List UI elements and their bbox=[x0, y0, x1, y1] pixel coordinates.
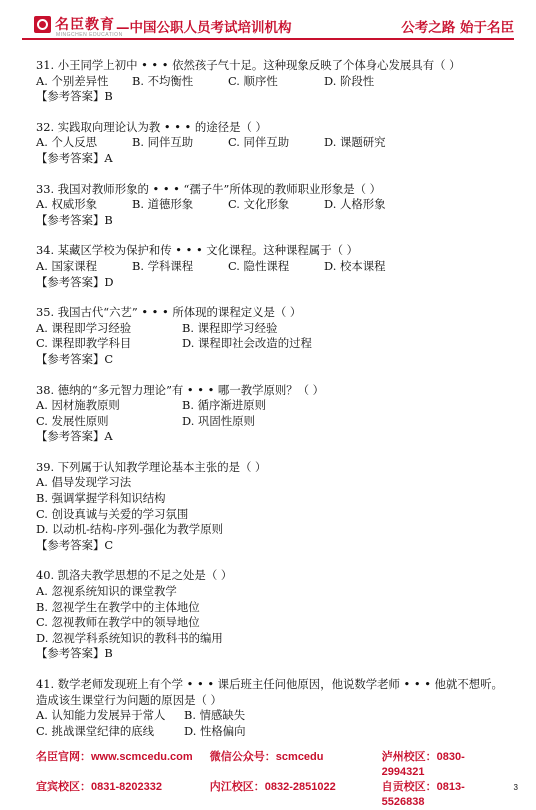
question-stem: 32. 实践取向理论认为教 • • • 的途径是（ ） bbox=[36, 119, 267, 134]
option-a: A. 权威形象 bbox=[36, 197, 98, 212]
option-c: C. 发展性原则 bbox=[36, 413, 109, 428]
option-c: C. 文化形象 bbox=[228, 197, 290, 212]
question-stem: 34. 某藏区学校为保护和传 • • • 文化课程。这种课程属于（ ） bbox=[36, 243, 358, 258]
answer: 【参考答案】A bbox=[36, 150, 113, 165]
question-stem: 38. 德纳的“多元智力理论”有 • • • 哪一教学原则？（ ） bbox=[36, 382, 325, 397]
answer: 【参考答案】B bbox=[36, 89, 113, 104]
answer: 【参考答案】B bbox=[36, 646, 113, 661]
option-b: B. 强调掌握学科知识结构 bbox=[36, 491, 166, 506]
options-row bbox=[36, 708, 506, 724]
option-c: C. 课程即教学科目 bbox=[36, 336, 132, 351]
option-c: C. 同伴互助 bbox=[228, 135, 290, 150]
option-c: C. 隐性课程 bbox=[228, 258, 290, 273]
question-stem-continued: 造成该生课堂行为问题的原因是（ ） bbox=[36, 692, 222, 707]
question-stem: 33. 我国对教师形象的 • • • “孺子牛”所体现的教师职业形象是（ ） bbox=[36, 181, 382, 196]
options-row bbox=[36, 336, 506, 352]
option-a: A. 认知能力发展异于常人 bbox=[36, 708, 166, 723]
option-b: B. 课程即学习经验 bbox=[182, 320, 278, 335]
option-a: A. 个人反思 bbox=[36, 135, 98, 150]
option-c: C. 创设真诚与关爱的学习氛围 bbox=[36, 506, 189, 521]
options-row bbox=[36, 414, 506, 430]
question-41 bbox=[36, 677, 506, 739]
question-stem: 40. 凯洛夫教学思想的不足之处是（ ） bbox=[36, 568, 233, 583]
option-a: A. 因材施教原则 bbox=[36, 398, 120, 413]
option-c: C. 挑战课堂纪律的底线 bbox=[36, 723, 155, 738]
options-row bbox=[36, 724, 506, 740]
option-b: B. 道德形象 bbox=[132, 197, 194, 212]
footer-website: 名臣官网：www.scmcedu.com bbox=[36, 751, 193, 763]
page-header bbox=[22, 12, 514, 48]
answer: 【参考答案】B bbox=[36, 212, 113, 227]
question-stem: 31. 小王同学上初中 • • • 依然孩子气十足。这种现象反映了个体身心发展具有（ ） bbox=[36, 58, 461, 72]
option-d: D. 阶段性 bbox=[324, 73, 375, 88]
option-a: A. 课程即学习经验 bbox=[36, 320, 132, 335]
option-c: C. 忽视教师在教学中的领导地位 bbox=[36, 615, 200, 630]
header-divider bbox=[22, 38, 514, 40]
option-c: C. 顺序性 bbox=[228, 73, 278, 88]
answer: 【参考答案】D bbox=[36, 274, 114, 289]
option-d: D. 巩固性原则 bbox=[182, 413, 255, 428]
logo-text: 名臣教育 bbox=[55, 16, 115, 32]
question-39 bbox=[36, 460, 506, 554]
logo-subtitle: MINGCHEN EDUCATION bbox=[56, 32, 123, 38]
options-row bbox=[36, 135, 506, 151]
footer-yibin-phone: 宜宾校区：0831-8202332 bbox=[36, 781, 162, 793]
option-d: D. 课程即社会改造的过程 bbox=[182, 336, 312, 351]
question-33 bbox=[36, 182, 506, 229]
footer-zigong-phone: 自贡校区：0813-5526838 bbox=[381, 781, 465, 808]
option-b: B. 情感缺失 bbox=[184, 708, 246, 723]
options-row bbox=[36, 321, 506, 337]
header-title: —中国公职人员考试培训机构 bbox=[116, 20, 292, 36]
option-b: B. 忽视学生在教学中的主体地位 bbox=[36, 599, 200, 614]
question-stem: 35. 我国古代“六艺” • • • 所体现的课程定义是（ ） bbox=[36, 305, 302, 320]
question-35 bbox=[36, 305, 506, 367]
options-row bbox=[36, 398, 506, 414]
option-d: D. 课题研究 bbox=[324, 135, 386, 150]
question-40 bbox=[36, 568, 506, 662]
option-d: D. 忽视学科系统知识的教科书的编用 bbox=[36, 630, 223, 645]
option-d: D. 校本课程 bbox=[324, 258, 386, 273]
footer-neijiang-phone: 内江校区：0832-2851022 bbox=[209, 781, 336, 793]
option-d: D. 以动机-结构-序列-强化为教学原则 bbox=[36, 522, 223, 537]
question-31 bbox=[36, 58, 506, 105]
option-d: D. 人格形象 bbox=[324, 197, 386, 212]
options-row bbox=[36, 259, 506, 275]
question-34 bbox=[36, 243, 506, 290]
option-b: B. 循序渐进原则 bbox=[182, 398, 266, 413]
question-32 bbox=[36, 120, 506, 167]
answer: 【参考答案】A bbox=[36, 429, 113, 444]
option-b: B. 学科课程 bbox=[132, 258, 194, 273]
question-stem: 39. 下列属于认知教学理论基本主张的是（ ） bbox=[36, 459, 267, 474]
footer-luzhou-phone: 泸州校区：0830-2994321 bbox=[381, 751, 465, 778]
option-b: B. 不均衡性 bbox=[132, 73, 194, 88]
option-b: B. 同伴互助 bbox=[132, 135, 194, 150]
footer-wechat: 微信公众号：scmcedu bbox=[209, 751, 324, 763]
logo-icon bbox=[34, 16, 51, 33]
footer-row bbox=[36, 750, 506, 780]
page-footer bbox=[36, 750, 506, 810]
answer: 【参考答案】C bbox=[36, 537, 114, 552]
question-stem: 41. 数学老师发现班上有个学 • • • 课后班主任问他原因，他说数学老师 • • • 他就不想听。 bbox=[36, 677, 503, 691]
option-a: A. 忽视系统知识的课堂教学 bbox=[36, 584, 177, 599]
question-list bbox=[36, 58, 506, 754]
answer: 【参考答案】C bbox=[36, 351, 114, 366]
option-d: D. 性格偏向 bbox=[184, 723, 246, 738]
option-a: A. 个别差异性 bbox=[36, 73, 109, 88]
header-slogan: 公考之路 始于名臣 bbox=[401, 20, 514, 36]
page-number: 3 bbox=[513, 783, 518, 792]
options-row bbox=[36, 74, 506, 90]
option-a: A. 国家课程 bbox=[36, 258, 98, 273]
option-a: A. 倡导发现学习法 bbox=[36, 475, 132, 490]
question-38 bbox=[36, 383, 506, 445]
options-row bbox=[36, 197, 506, 213]
